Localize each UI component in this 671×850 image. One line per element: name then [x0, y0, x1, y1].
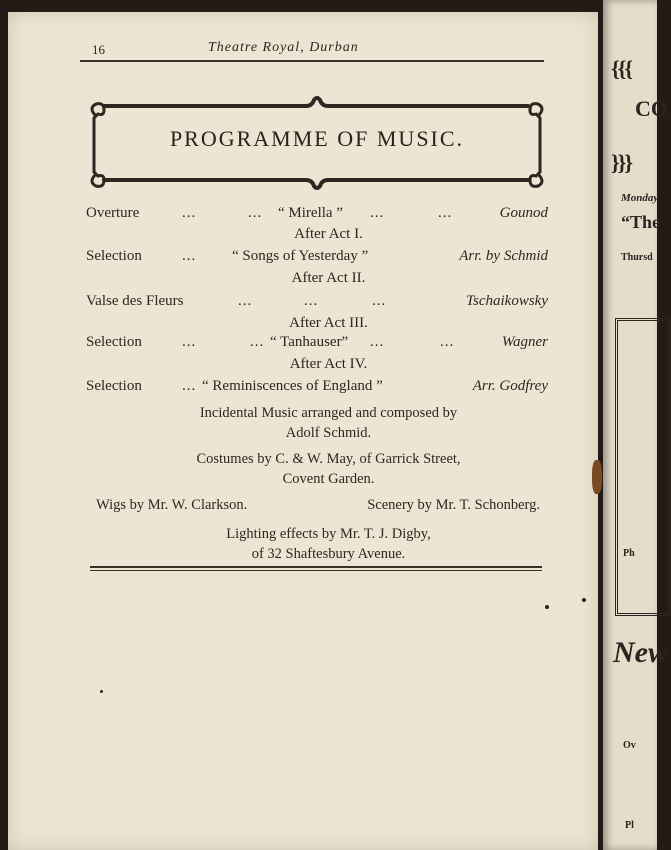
- programme-item: [86, 378, 548, 398]
- leader-dots: ...: [440, 334, 455, 350]
- leader-dots: ...: [238, 293, 253, 309]
- paper-speck: [582, 598, 586, 602]
- leader-dots: ...: [182, 334, 197, 350]
- item-label: Selection: [86, 248, 142, 264]
- item-composer: Wagner: [501, 334, 548, 350]
- double-rule-top: [90, 566, 542, 568]
- leader-dots: ...: [248, 205, 263, 221]
- paper-stain: [592, 460, 602, 494]
- item-title: “ Mirella ”: [278, 205, 343, 221]
- facing-page-fragment: CO: [635, 96, 668, 121]
- credit-scenery: Scenery by Mr. T. Schonberg.: [367, 497, 540, 513]
- credit-costumes-line: Costumes by C. & W. May, of Garrick Street,: [196, 451, 461, 467]
- facing-page-fragment: }}}: [611, 150, 632, 175]
- item-composer: Arr. Godfrey: [472, 378, 548, 394]
- interval-heading: After Act II.: [291, 270, 366, 286]
- credit-wigs-scenery: [96, 497, 540, 517]
- leader-dots: ...: [182, 248, 197, 264]
- item-label: Valse des Fleurs: [86, 293, 184, 309]
- facing-page-fragment: Pl: [625, 820, 634, 831]
- facing-page-fragment: Thursd: [621, 252, 653, 263]
- programme-item: [86, 334, 548, 354]
- credit-lighting-line: Lighting effects by Mr. T. J. Digby,: [226, 526, 431, 542]
- leader-dots: ...: [250, 334, 265, 350]
- item-label: Selection: [86, 378, 142, 394]
- item-title: “ Tanhauser”: [270, 334, 349, 350]
- item-label: Overture: [86, 205, 140, 221]
- facing-page-fragment: New: [613, 636, 668, 669]
- credit-costumes-line: Covent Garden.: [282, 471, 375, 487]
- credit-music-line: Incidental Music arranged and composed by: [199, 405, 458, 421]
- credit-lighting-line: of 32 Shaftesbury Avenue.: [251, 546, 406, 562]
- item-composer: Arr. by Schmid: [459, 248, 548, 264]
- page-number: 16: [92, 42, 105, 57]
- facing-page-fragment: “The: [621, 212, 661, 232]
- double-rule-bottom: [90, 570, 542, 571]
- interval-heading: After Act IV.: [289, 356, 368, 372]
- running-head: Theatre Royal, Durban: [208, 40, 359, 55]
- item-title: “ Songs of Yesterday ”: [232, 248, 369, 264]
- item-title: “ Reminiscences of England ”: [202, 378, 383, 394]
- item-composer: Tschaikowsky: [466, 293, 548, 309]
- programme-item: [86, 205, 548, 225]
- page-title: PROGRAMME OF MUSIC.: [169, 126, 465, 151]
- programme-item: [86, 248, 548, 268]
- facing-page-fragment: Monday: [621, 192, 659, 204]
- leader-dots: ...: [438, 205, 453, 221]
- credit-music-line: Adolf Schmid.: [285, 425, 372, 441]
- credit-wigs: Wigs by Mr. W. Clarkson.: [96, 497, 248, 513]
- page-header: [80, 40, 544, 62]
- title-banner: [86, 96, 548, 192]
- interval-heading: After Act III.: [289, 315, 368, 331]
- facing-page-fragment: Ph: [623, 548, 635, 559]
- leader-dots: ...: [370, 205, 385, 221]
- facing-page-fragment: Ov: [623, 740, 636, 751]
- interval-heading: After Act I.: [294, 226, 363, 242]
- leader-dots: ...: [370, 334, 385, 350]
- leader-dots: ...: [304, 293, 319, 309]
- programme-item: [86, 293, 548, 313]
- item-label: Selection: [86, 334, 142, 350]
- leader-dots: ...: [182, 378, 197, 394]
- leader-dots: ...: [372, 293, 387, 309]
- leader-dots: ...: [182, 205, 197, 221]
- paper-speck: [545, 605, 549, 609]
- item-composer: Gounod: [499, 205, 548, 221]
- paper-speck: [100, 690, 103, 693]
- facing-page-fragment: {{{: [611, 56, 632, 81]
